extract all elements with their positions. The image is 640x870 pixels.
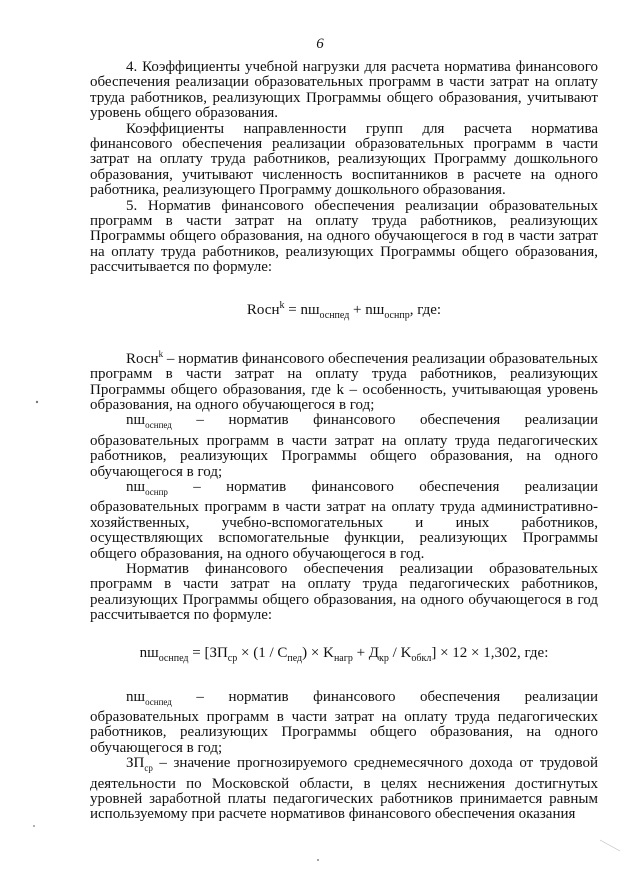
page-number: 6 [316,36,324,52]
paragraph-5: 5. Норматив финансового обеспечения реализации образовательных программ в части затрат на оплату труда работников, реализующих Программы общего образования, на одного обучающегося в год в части затрат на оплату труда работников, реализующих Программы общего образования, рассчитывается по формуле: [90,197,598,276]
definition-zp: $ЗП_{ср}$ – значение прогнозируемого среднемесячного дохода от трудовой деятельности по Московской области, в целях неснижения достигнутых уровней заработной платы педагогических работников принимается равным используемому при расчете нормативов финансового обеспечения оказания [90,755,598,823]
paragraph-4b: Коэффициенты направленности групп для расчета норматива финансового обеспечения реализации образовательных программ в части затрат на оплату труда работников, реализующих Программу дошкольного образования, учитывают численность воспитанников в расчете на одного работника, реализующего Программу дошкольного образования. [90,120,598,199]
paragraph-4: 4. Коэффициенты учебной нагрузки для расчета норматива финансового обеспечения реализации образовательных программ в части затрат на оплату труда работников, реализующих Программы общего образования, учитывают уровень общего образования. [90,59,598,122]
definition-rosn: Rосн$^k$ – норматив финансового обеспечения реализации образовательных программ в части затрат на оплату труда работников, реализующих Программы общего образования, где k – особенность, учитывающая уровень образования, на одного обучающегося в год; [90,348,598,413]
definition-nsh-pr: $nш_{оснпр}$ – норматив финансового обеспечения реализации образовательных программ в части затрат на оплату труда административно-хозяйственных, учебно-вспомогательных и иных работников, осуществляющих вспомогательные функции, реализующих Программы общего образования, на одного обучающегося в год. [90,478,598,562]
document-body [90,60,598,823]
paragraph-norm-ped: Норматив финансового обеспечения реализации образовательных программ в части затрат на оплату труда педагогических работников, реализующих Программы общего образования, на одного обучающегося в год рассчитывается по формуле: [90,560,598,624]
formula-rosn: Rосн$^k$ = $nш_{оснпед} + nш_{оснпр}$, где: [246,299,442,321]
definition-nsh-ped: $nш_{оснпед}$ – норматив финансового обеспечения реализации образовательных программ в части затрат на оплату труда педагогических работников, реализующих Программы общего образования, на одного обучающегося в год; [90,412,598,480]
formula-nsh-ped: $nш_{оснпед} = [ЗП_{ср} \times (1 / C_{пед}) \times K_{нагр} + Д_{кр} / K_{обкл}] \times 12 \times 1,302$, где: [139,644,549,664]
definition-nsh-ped-2: $nш_{оснпед}$ – норматив финансового обеспечения реализации образовательных программ в части затрат на оплату труда педагогических работников, реализующих Программы общего образования, на одного обучающегося в год; [90,688,598,756]
